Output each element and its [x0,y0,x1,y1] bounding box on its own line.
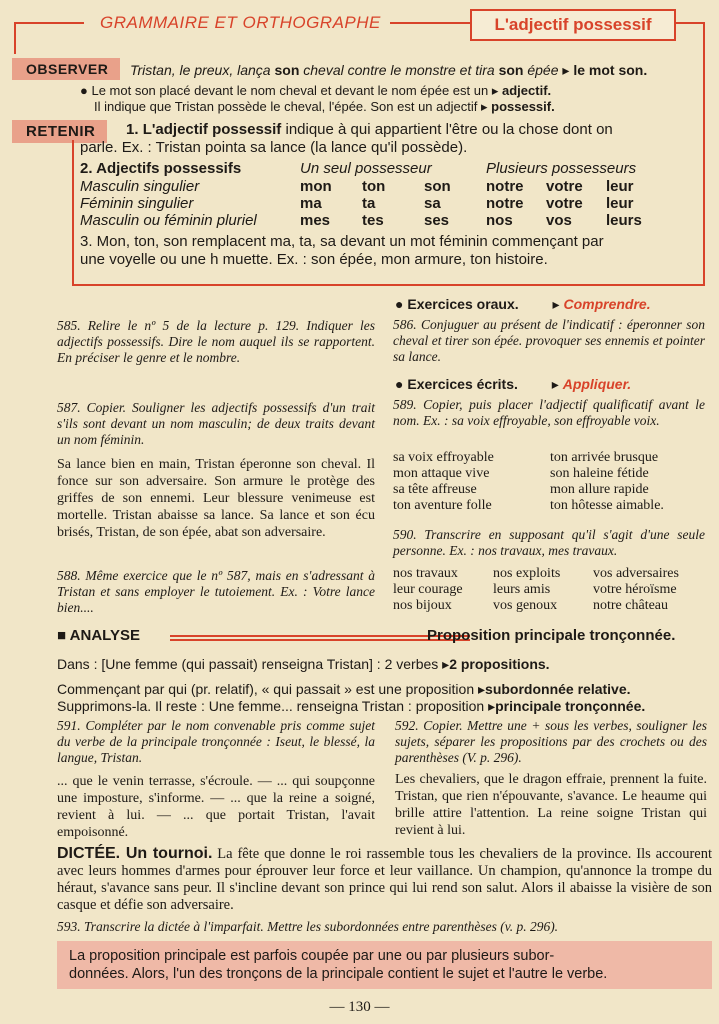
possessive-single: mon [300,178,332,195]
possessive-single: ses [424,212,450,229]
analyse-heading: ■ ANALYSE Proposition principale tronçonnée. [57,627,676,644]
exercise-591: 591. Compléter par le nom convenable pris comme sujet du verbe de la principale tronçonnée : Iseut, le blessé, la langue, Tristan. [57,718,375,765]
exercise-589: 589. Copier, puis placer l'adjectif qualificatif avant le nom. Ex. : sa voix effroyable, son effroyable voix. [393,397,705,428]
exercise-590-column [493,566,593,614]
lesson-title-box [470,9,676,41]
retenir-rule-1: 1. L'adjectif possessif indique à qui appartient l'être ou la chose dont on [126,121,613,138]
exercise-590-item: leurs amis [493,582,551,597]
retenir-tag: RETENIR [12,120,107,143]
observer-tag: OBSERVER [12,58,120,80]
exercise-589-item: sa voix effroyable [393,450,494,465]
oral-exercises-heading: ● Exercices oraux. ▸ Comprendre. [395,296,705,313]
arrow-icon [478,681,485,697]
possessive-plural: vos [546,212,572,229]
possessive-plural: leurs [606,212,642,229]
possessive-plural: leur [606,195,634,212]
exercise-590-item: notre château [593,598,669,613]
retenir-frame-bottom [72,284,705,286]
possessive-single: ton [362,178,386,195]
exercise-592: 592. Copier. Mettre une + sous les verbes, souligner les sujets, séparer les propositions par des crochets ou des parenthèses (V. p. 296). [395,718,707,765]
possessive-row [80,195,700,212]
header-rule-left [14,22,84,24]
retenir-frame-left [72,140,74,286]
possessive-row-label: Masculin singulier [80,178,200,195]
exercise-589-item: mon allure rapide [550,482,649,497]
exercise-589-item: son haleine fétide [550,466,649,481]
possessive-single: tes [362,212,384,229]
possessive-plural: votre [546,178,583,195]
exercise-590-column [393,566,493,614]
possessive-row-label: Masculin ou féminin pluriel [80,212,257,229]
possessive-plural: notre [486,195,524,212]
written-exercises-heading: ● Exercices écrits. ▸ Appliquer. [395,376,705,393]
arrow-icon [481,99,488,114]
arrow-icon [492,83,499,98]
arrow-icon [552,376,559,392]
exercise-587: 587. Copier. Souligner les adjectifs possessifs d'un trait s'ils sont devant un nom masculin; de deux traits devant un nom féminin. [57,400,375,447]
rule-box [57,941,712,989]
dictee-text: La fête que donne le roi rassemble tous les chevaliers de la province. Ils accourent avec leurs hommes d'armes pour éprouver leur force et leur vaillance. Un champion, qu'annonce la trompe du héraut, s'avance sans peur. Il s'incline devant son prince qui lui rend son salut. Alors il abaisse la visière de son casque et défie son adversaire. [57,846,713,913]
dictee-title: DICTÉE. Un tournoi. [57,845,213,862]
possessive-row [80,178,700,195]
possessive-plural: leur [606,178,634,195]
exercise-592-text: Les chevaliers, que le dragon effraie, prennent la fuite. Tristan, que rien n'épouvante, s'avance. Le heaume qui brille attire l'attention. La reine soigne Tristan qui revient à lui. [395,772,707,838]
section-title: GRAMMAIRE ET ORTHOGRAPHE [100,13,381,32]
header-rule-right [674,22,704,24]
possessive-plural: nos [486,212,513,229]
exercise-590-item: votre héroïsme [593,582,677,597]
analyse-explanation: Dans : [Une femme (qui passait) renseigna Tristan] : 2 verbes ▸ 2 propositions. Commençant par qui (pr. relatif), « qui passait » est une proposition ▸ subordonnée relative. Supprimons-la. Il reste : Une femme... renseigna Tristan : proposition ▸ principale tronçonnée. [57,656,712,715]
exercise-589-item: ton aventure folle [393,498,492,513]
possessive-plural: votre [546,195,583,212]
arrow-icon [553,296,560,312]
lesson-title: L'adjectif possessif [494,15,652,34]
observer-explanation: ● Le mot son placé devant le nom cheval et devant le nom épée est un ▸ adjectif. Il indique que Tristan possède le cheval, l'épée. Son est un adjectif ▸ possessif. [80,83,705,115]
exercise-587-text: Sa lance bien en main, Tristan éperonne son cheval. Il fonce sur son adversaire. Son armure le protège des griffes de son ennemi. Leur blessure venimeuse est mortelle. Tristan abaisse sa lance. Sa lance et son écu brisés, Tristan, de son épée, abat son adversaire. [57,457,375,540]
possessive-single: sa [424,195,441,212]
observer-sentence: Tristan, le preux, lança son cheval contre le monstre et tira son épée ▸ le mot son. [130,62,710,79]
possessive-table: 2. Adjectifs possessifs Un seul possesseur Plusieurs possesseurs Masculin singulier mon ton son notre votre leur Féminin singulier ma ta sa notre votre leur Masculin ou féminin pluriel mes tes ses nos vos leurs [80,160,700,229]
retenir-rule-3: 3. Mon, ton, son remplacent ma, ta, sa devant un mot féminin commençant par une voyelle ou une h muette. Ex. : son épée, mon armure, ton histoire. [80,233,604,268]
retenir-rule-1-example: parle. Ex. : Tristan pointa sa lance (la lance qu'il possède). [80,139,468,156]
exercise-593: 593. Transcrire la dictée à l'imparfait. Mettre les subordonnées entre parenthèses (v. p. 296). [57,919,559,934]
possessive-row-label: Féminin singulier [80,195,194,212]
exercise-589-item: mon attaque vive [393,466,490,481]
header-rule-mid [390,22,470,24]
header-rule-vertical [14,22,16,54]
arrow-icon [562,62,569,78]
possessive-single: son [424,178,451,195]
exercise-586: 586. Conjuguer au présent de l'indicatif : éperonner son cheval et tirer son épée. provoquer ses ennemis et pointer sa lance. [393,317,705,364]
possessive-plural: notre [486,178,524,195]
exercise-591-text: ... que le venin terrasse, s'écroule. — ... qui soupçonne une imposture, s'informe. — ... que la reine a soigné, revient à lui. — ... que portait Tristan, l'avait empoisonné. [57,774,375,840]
rule-line-2: données. Alors, l'un des tronçons de la principale contient le sujet et l'autre le verbe. [69,966,608,982]
page-number: — 130 — [329,999,390,1015]
exercise-585: 585. Relire le nº 5 de la lecture p. 129. Indiquer les adjectifs possessifs. Dire le nom auquel ils se rapportent. En préciser le genre et le nombre. [57,318,375,365]
possessive-single: ta [362,195,376,212]
exercise-590-item: leur courage [393,582,463,597]
analyse-rule [170,635,470,641]
dictee [57,845,712,914]
rule-line-1: La proposition principale est parfois coupée par une ou par plusieurs subor- [69,948,555,964]
possessive-single: ma [300,195,322,212]
possessive-single: mes [300,212,331,229]
exercise-590-item: vos genoux [493,598,558,613]
exercise-589-words [393,450,705,514]
exercise-590: 590. Transcrire en supposant qu'il s'agit d'une seule personne. Ex. : nos travaux, mes travaux. [393,527,705,558]
exercise-590-words [393,566,705,614]
exercise-590-item: nos travaux [393,566,458,581]
exercise-588: 588. Même exercice que le nº 587, mais en s'adressant à Tristan et sans employer le tutoiement. Ex. : Votre lance bien.... [57,568,375,615]
exercise-590-item: vos adversaires [593,566,679,581]
exercise-590-item: nos bijoux [393,598,452,613]
exercise-590-item: nos exploits [493,566,561,581]
possessive-row [80,212,700,229]
exercise-589-item: ton hôtesse aimable. [550,498,664,513]
exercise-589-item: ton arrivée brusque [550,450,659,465]
exercise-590-column [593,566,705,614]
exercise-589-item: sa tête affreuse [393,482,477,497]
